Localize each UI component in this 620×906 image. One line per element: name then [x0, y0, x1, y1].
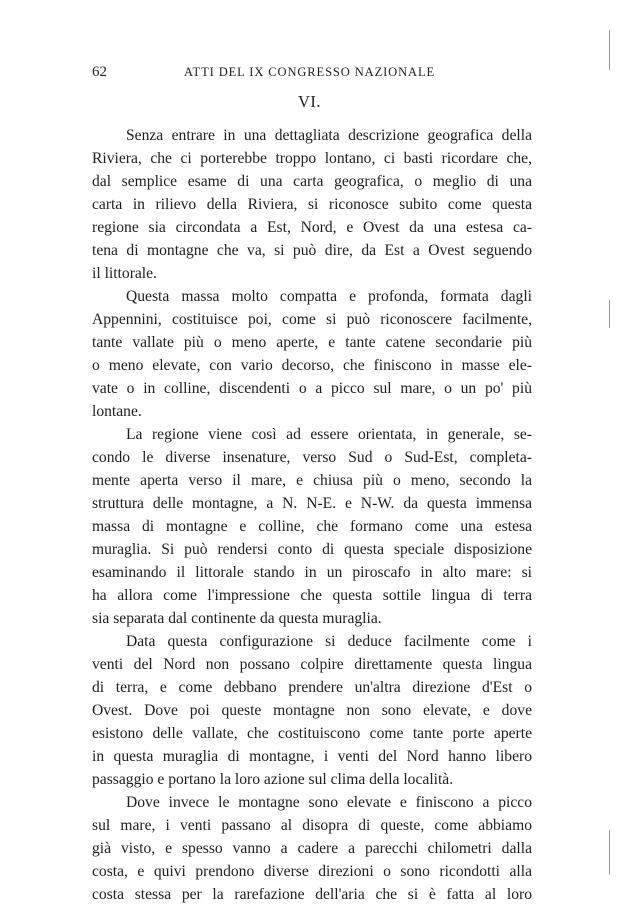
- text-line: condo le diverse insenature, verso Sud o Sud-Est, completa-: [92, 449, 532, 466]
- text-line: lontane.: [92, 403, 142, 420]
- text-line: sia separata dal continente da questa muraglia.: [92, 610, 382, 627]
- text-line: Questa massa molto compatta e profonda, formata dagli: [126, 288, 532, 305]
- text-line: Appennini, costituisce poi, come si può riconoscere facilmente,: [92, 311, 532, 328]
- text-line: La regione viene così ad essere orientata, in generale, se-: [126, 426, 532, 443]
- text-line: dal semplice esame di una carta geografica, o meglio di una: [92, 173, 532, 190]
- text-line: costa, e quivi prendono diverse direzioni o sono ricondotti alla: [92, 863, 532, 880]
- text-line: costa stessa per la rarefazione dell'aria che si è fatta al loro: [92, 886, 532, 903]
- running-header: [92, 64, 532, 84]
- text-line: Senza entrare in una dettagliata descrizione geografica della: [126, 127, 532, 144]
- text-line: esistono delle vallate, che costituiscono come tante porte aperte: [92, 725, 532, 742]
- text-line: muraglia. Si può rendersi conto di questa speciale disposizione: [92, 541, 532, 558]
- text-line: il littorale.: [92, 265, 157, 282]
- text-line: ha allora come l'impressione che questa sottile lingua di terra: [92, 587, 532, 604]
- page-edge-mark: [609, 30, 610, 70]
- page-edge-mark: [609, 300, 610, 328]
- text-line: o meno elevate, con vario decorso, che finiscono in masse ele-: [92, 357, 532, 374]
- running-header-title: ATTI DEL IX CONGRESSO NAZIONALE: [184, 65, 436, 79]
- text-line: tena di montagne che va, si può dire, da Est a Ovest seguendo: [92, 242, 532, 259]
- text-line: venti del Nord non possano colpire direttamente questa lingua: [92, 656, 532, 673]
- text-line: carta in rilievo della Riviera, si riconosce subito come questa: [92, 196, 532, 213]
- text-line: in questa muraglia di montagne, i venti del Nord hanno libero: [92, 748, 532, 765]
- text-line: massa di montagne e colline, che formano come una estesa: [92, 518, 532, 535]
- page-number: 62: [92, 64, 107, 80]
- text-line: regione sia circondata a Est, Nord, e Ovest da una estesa ca-: [92, 219, 532, 236]
- body-text: [92, 124, 532, 906]
- text-line: mente aperta verso il mare, e chiusa più o meno, secondo la: [92, 472, 532, 489]
- text-line: esaminando il littorale stando in un piroscafo in alto mare: si: [92, 564, 532, 581]
- text-line: di terra, e come debbano prendere un'altra direzione d'Est o: [92, 679, 532, 696]
- text-line: Dove invece le montagne sono elevate e finiscono a picco: [126, 794, 532, 811]
- text-line: struttura delle montagne, a N. N-E. e N-W. da questa immensa: [92, 495, 532, 512]
- text-line: Riviera, che ci porterebbe troppo lontano, ci basti ricordare che,: [92, 150, 532, 167]
- text-line: tante vallate più o meno aperte, e tante catene secondarie più: [92, 334, 532, 351]
- text-line: già visto, e spesso vanno a cadere a parecchi chilometri dalla: [92, 840, 532, 857]
- text-line: vate o in colline, discendenti o a picco sul mare, o un po' più: [92, 380, 532, 397]
- text-line: Data questa configurazione si deduce facilmente come i: [126, 633, 532, 650]
- text-line: Ovest. Dove poi queste montagne non sono elevate, e dove: [92, 702, 532, 719]
- text-line: passaggio e portano la loro azione sul clima della località.: [92, 771, 454, 788]
- text-line: sul mare, i venti passano al disopra di queste, come abbiamo: [92, 817, 532, 834]
- section-heading: VI.: [298, 92, 322, 111]
- page-edge-mark: [609, 830, 610, 875]
